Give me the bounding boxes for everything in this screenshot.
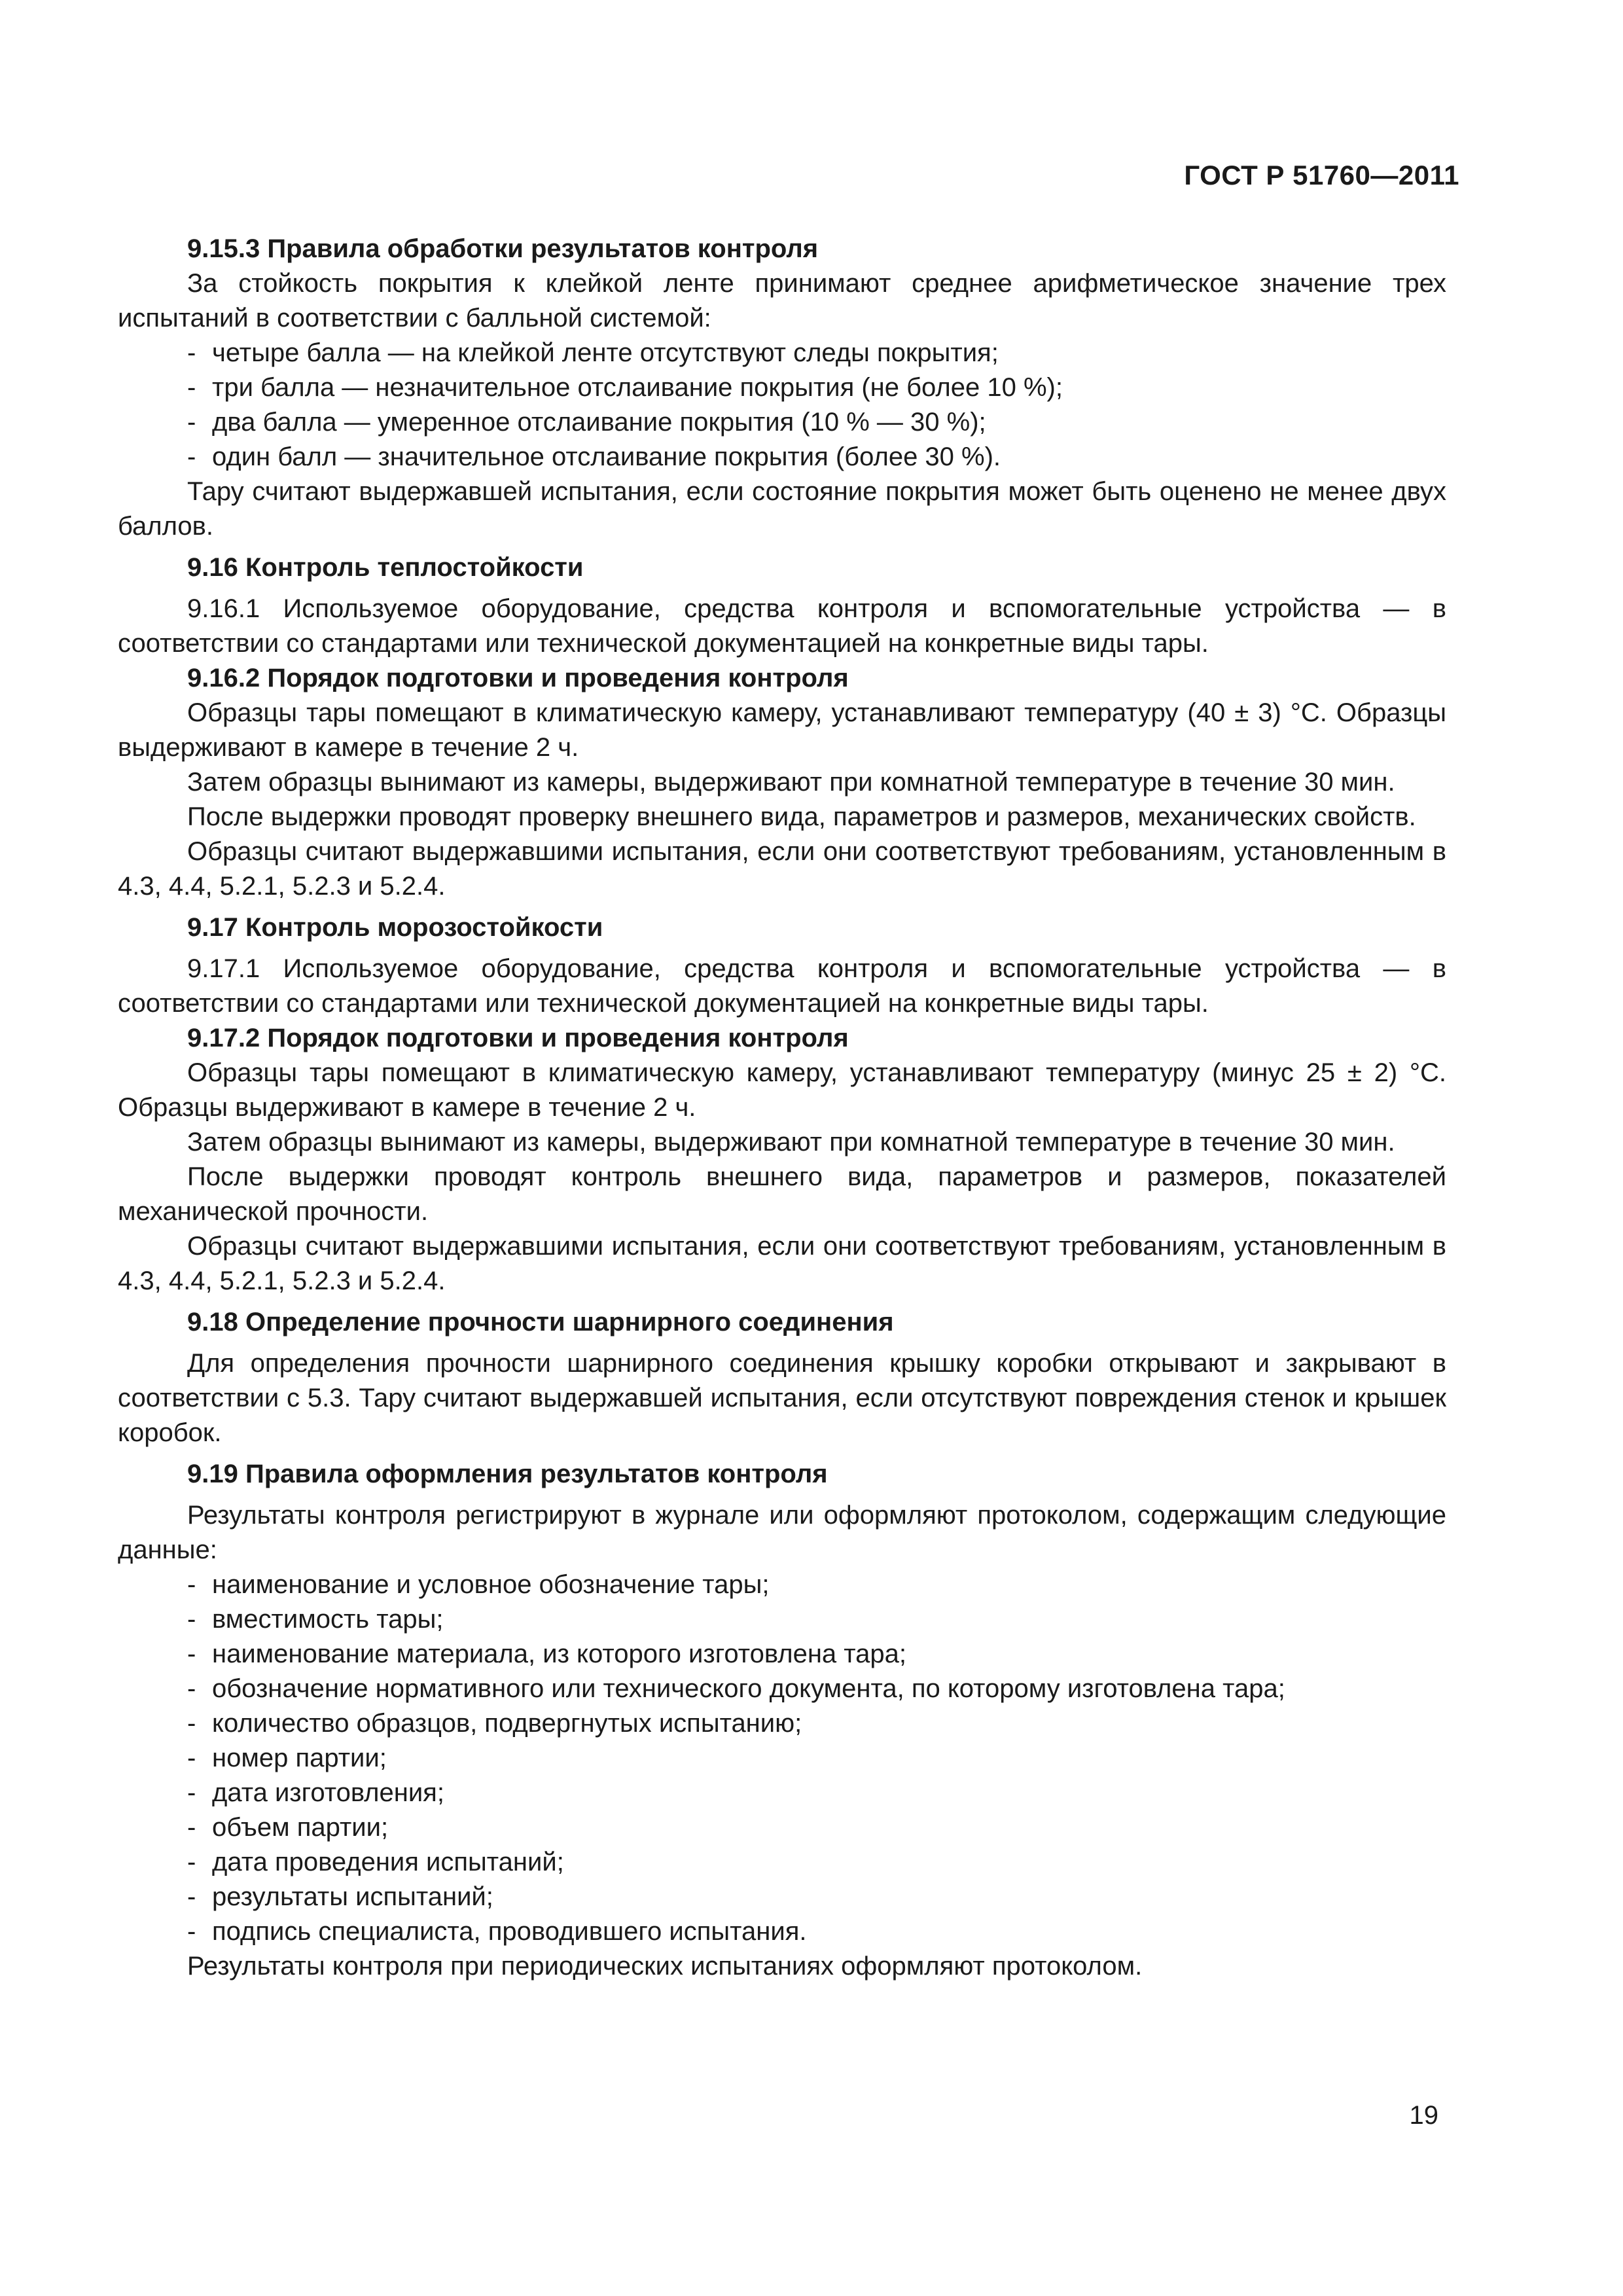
section-9-16-title: 9.16 Контроль теплостойкости [187, 553, 584, 582]
section-9-16-2-paragraph: После выдержки проводят проверку внешнего вида, параметров и размеров, механических свойств. [187, 802, 1416, 831]
page-number: 19 [1409, 2101, 1438, 2130]
list-item: - три балла — незначительное отслаивание покрытия (не более 10 %); [187, 373, 1063, 402]
document-id-header: ГОСТ Р 51760—2011 [1184, 160, 1459, 190]
list-item: - дата изготовления; [187, 1778, 444, 1807]
section-9-16-2-paragraph: Затем образцы вынимают из камеры, выдерживают при комнатной температуре в течение 30 мин. [187, 768, 1395, 797]
list-item: - один балл — значительное отслаивание покрытия (более 30 %). [187, 442, 1001, 471]
section-9-17-2-paragraph: Образцы тары помещают в климатическую камеру, устанавливают температуру (минус 25 ± 2) °С. Образцы выдерживают в камере в течение 2 ч. [118, 1058, 1446, 1122]
section-9-15-3-intro: За стойкость покрытия к клейкой ленте принимают среднее арифметическое значение трех испытаний в соответствии с балльной системой: [118, 269, 1446, 332]
section-9-17-title: 9.17 Контроль морозостойкости [187, 913, 603, 942]
list-item: - дата проведения испытаний; [187, 1848, 564, 1876]
section-9-19-title: 9.19 Правила оформления результатов контроля [187, 1460, 828, 1488]
list-item: - четыре балла — на клейкой ленте отсутствуют следы покрытия; [187, 338, 999, 367]
list-item: - подпись специалиста, проводившего испытания. [187, 1917, 807, 1946]
list-item: - количество образцов, подвергнутых испытанию; [187, 1709, 802, 1738]
section-9-15-3-conclusion: Тару считают выдержавшей испытания, если состояние покрытия может быть оценено не менее двух баллов. [118, 477, 1446, 541]
section-9-16-1-paragraph: 9.16.1 Используемое оборудование, средства контроля и вспомогательные устройства — в соответствии со стандартами или технической документацией на конкретные виды тары. [118, 594, 1446, 658]
section-9-17-2-paragraph: Затем образцы вынимают из камеры, выдерживают при комнатной температуре в течение 30 мин. [187, 1128, 1395, 1157]
page-content [118, 232, 1446, 1984]
section-9-17-2-title: 9.17.2 Порядок подготовки и проведения контроля [187, 1024, 849, 1052]
section-9-19-conclusion: Результаты контроля при периодических испытаниях оформляют протоколом. [187, 1952, 1143, 1981]
list-item: - наименование материала, из которого изготовлена тара; [187, 1640, 906, 1668]
section-9-16-2-paragraph: Образцы тары помещают в климатическую камеру, устанавливают температуру (40 ± 3) °С. Образцы выдерживают в камере в течение 2 ч. [118, 698, 1446, 762]
section-9-19-intro: Результаты контроля регистрируют в журнале или оформляют протоколом, содержащим следующие данные: [118, 1501, 1446, 1564]
section-9-17-1-paragraph: 9.17.1 Используемое оборудование, средства контроля и вспомогательные устройства — в соответствии со стандартами или технической документацией на конкретные виды тары. [118, 954, 1446, 1018]
list-item: - номер партии; [187, 1744, 387, 1772]
list-item: - обозначение нормативного или технического документа, по которому изготовлена тара; [187, 1674, 1285, 1703]
list-item: - объем партии; [187, 1813, 389, 1842]
list-item: - два балла — умеренное отслаивание покрытия (10 % — 30 %); [187, 408, 986, 437]
score-list [118, 336, 1446, 475]
list-item: - результаты испытаний; [187, 1882, 493, 1911]
list-item: - наименование и условное обозначение тары; [187, 1570, 770, 1599]
results-data-list [118, 1568, 1446, 1949]
list-item: - вместимость тары; [187, 1605, 444, 1634]
section-9-16-2-paragraph: Образцы считают выдержавшими испытания, если они соответствуют требованиям, установленным в 4.3, 4.4, 5.2.1, 5.2.3 и 5.2.4. [118, 837, 1446, 901]
section-9-17-2-paragraph: Образцы считают выдержавшими испытания, если они соответствуют требованиям, установленным в 4.3, 4.4, 5.2.1, 5.2.3 и 5.2.4. [118, 1232, 1446, 1295]
section-9-18-title: 9.18 Определение прочности шарнирного соединения [187, 1308, 894, 1336]
section-9-16-2-title: 9.16.2 Порядок подготовки и проведения контроля [187, 664, 849, 692]
section-9-18-paragraph: Для определения прочности шарнирного соединения крышку коробки открывают и закрывают в соответствии с 5.3. Тару считают выдержавшей испытания, если отсутствуют повреждения стенок и крышек коробок. [118, 1349, 1446, 1447]
section-9-17-2-paragraph: После выдержки проводят контроль внешнего вида, параметров и размеров, показателей механической прочности. [118, 1162, 1446, 1226]
section-9-15-3-title: 9.15.3 Правила обработки результатов контроля [187, 234, 819, 263]
